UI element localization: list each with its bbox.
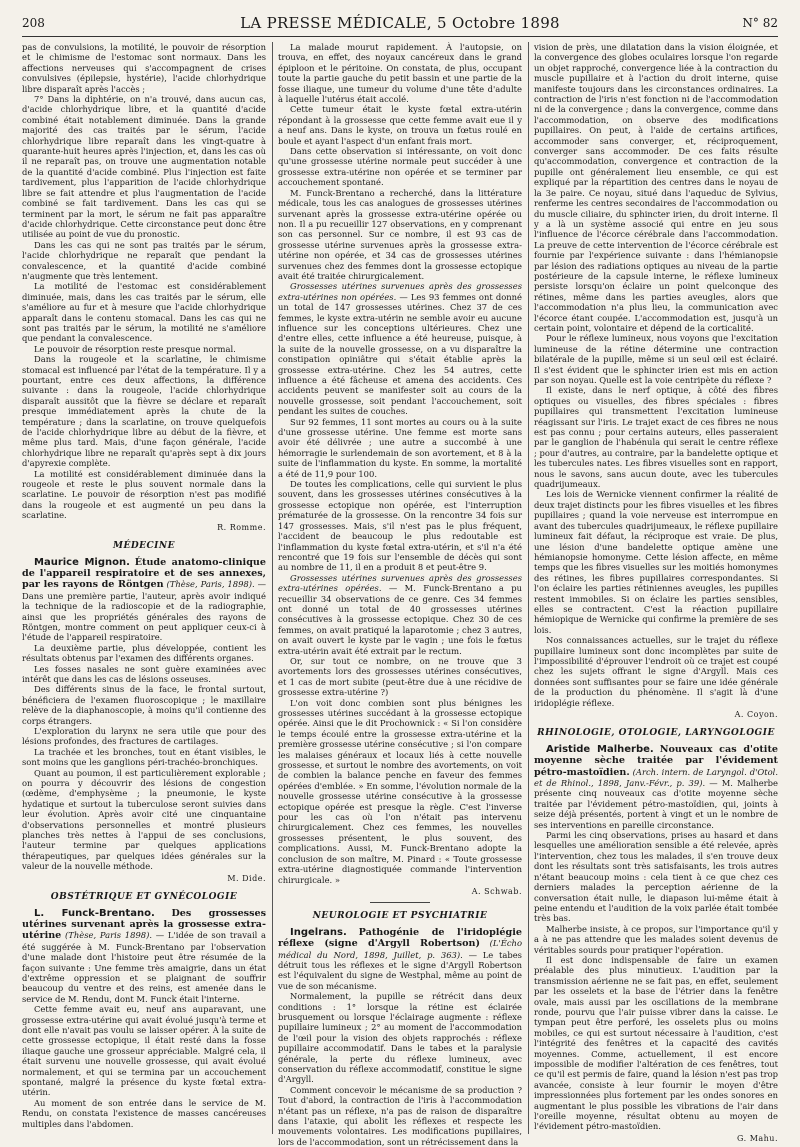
paragraph: Il est donc indispensable de faire un examen préalable des plus minutieux. L'audition par la transmission aérienne ne se fait pas, en effet, seulement par les osselets et la base de l'étrier dans la fenêtre ovale, mais aussi par les oscillations de la membrane ronde, pourvu que l'air puisse vibrer dans la caisse. Le tympan peut être perforé, les osselets plus ou moins mobiles, ce qui est surtout nécessaire à l'audition, c'est l'intégrité des fenêtres et la capacité des cavités moyennes. Comme, actuellement, il est encore impossible de modifier l'altération de ces fenêtres, tout ce qu'il est permis de faire, quand la lésion n'est pas trop avancée, consiste à leur fournir le moyen d'être impressionnées plus fortement par les ondes sonores en augmentant le plus possible les vibrations de l'air dans l'oreille moyenne, résultat obtenu au moyen de l'évidement pétro-mastoïdien.: [534, 954, 778, 1132]
paragraph: L'on voit donc combien sont plus bénignes les grossesses utérines succédant à la grossesse ectopique opérée. Ainsi que le dit Prochownick : « Si l'on considère le temps écoulé entre la grossesse extra-utérine et la première grossesse utérine consécutive ; si l'on compare les malaises généraux et locaux liés à cette nouvelle grossesse, et surtout le nombre des avortements, on voit de combien la balance penche en faveur des femmes opérées d'emblée. » En somme, l'évolution normale de la nouvelle grossesse utérine consécutive à la grossesse ectopique opérée est presque la règle. C'est l'inverse pour les cas où l'on n'était pas intervenu chirurgicalement. Chez ces femmes, les nouvelles grossesses présentent, le plus souvent, des complications. Aussi, M. Funck-Brentano adopte la conclusion de son maître, M. Pinard : « Toute grossesse extra-utérine diagnostiquée commande l'intervention chirurgicale. »: [278, 697, 522, 885]
article-text: — Le tabes détruit tous les réflexes et le signe d'Argyll Robertson est l'équivalent du signe de Westphal, même au point de vue de son mécanisme.: [278, 949, 522, 991]
paragraph: 7° Dans la diphtérie, on n'a trouvé, dans aucun cas, d'acide chlorhydrique libre, et la quantité d'acide combiné était notablement diminuée. Dans la grande majorité des cas traités par le sérum, l'acide chlorhydrique libre reparaît dans les vingt-quatre à quarante-huit heures après l'injection, et, dans les cas où il ne reparaît pas, on trouve une augmentation notable de la quantité d'acide combiné. Plus l'injection est faite tardivement, plus l'apparition de l'acide chlorhydrique libre se fait attendre et plus l'augmentation de l'acide combiné se fait tardivement. Dans les cas qui se terminent par la mort, le sérum ne fait pas apparaître d'acide chlorhydrique. Cette circonstance peut donc être utilisée au point de vue du pronostic.: [22, 94, 266, 240]
paragraph: Au moment de son entrée dans le service de M. Rendu, on constata l'existence de masses cancéreuses multiples dans l'abdomen.: [22, 1097, 266, 1129]
author-signature: A. Schwab.: [471, 886, 522, 896]
paragraph: pas de convulsions, la motilité, le pouvoir de résorption et le chimisme de l'estomac sont normaux. Dans les affections nerveuses qui s'accompagnent de crises convulsives (épilepsie, hystérie), l'acide chlorhydrique libre disparaît après l'accès ;: [22, 42, 266, 94]
article-author: Ingelrans.: [290, 926, 347, 938]
author-signature: R. Romme.: [217, 522, 266, 532]
paragraph: Les lois de Wernicke viennent confirmer la réalité de deux trajet distincts pour les fibres visuelles et les fibres pupillaires ; quand la voie nerveuse est interrompue en avant des tubercules quadrijumeaux, le réflexe pupillaire lumineux fait défaut, la réciproque est vraie. De plus, une lésion d'une bandelette optique amène une hémianopsie homonyme. Cette lésion affecte, en même temps que les fibres visuelles sur les moitiés homonymes des rétines, les fibres pupillaires correspondantes. Si l'on éclaire les parties rétiniennes aveugles, les pupilles restent immobiles. Si on éclaire les parties sensibles, elles se contractent. C'est la réaction pupillaire hémiopique de Wernicke qui confirme la première de ses lois.: [534, 489, 778, 635]
paragraph: Les fosses nasales ne sont guère examinées avec intérêt que dans les cas de lésions osseuses.: [22, 663, 266, 684]
paragraph: La motilité est considérablement diminuée dans la rougeole et reste le plus souvent normale dans la scarlatine. Le pouvoir de résorption n'est pas modifié dans la rougeole et est augmenté un peu dans la scarlatine.: [22, 468, 266, 521]
article-title: Étude anatomo-clinique de l'appareil respiratoire et de ses annexes, par les rayons de Röntgen: [22, 556, 266, 591]
author-signature: A. Coyon.: [734, 710, 778, 719]
subsection-title: Grossesses utérines survenues après des grossesses extra-utérines non opérées.: [278, 281, 522, 302]
subsection-paragraph: [278, 281, 522, 416]
paragraph: Parmi les cinq observations, prises au hasard et dans lesquelles une amélioration sensible a été relevée, après l'intervention, chez tous les malades, il s'en trouve deux dont les résultats sont très satisfaisants, les trois autres n'étant beaucoup moins : cela tient à ce que chez ces derniers malades la perception aérienne de la conversation était nulle, le diapason lui-même était à peine entendu et l'audition de la voix parlée était tombée très bas.: [534, 830, 778, 924]
article-text: — L'idée de son travail a été suggérée à M. Funck-Brentano par l'observation d'une malade dont l'histoire peut être résumée de la façon suivante : Une femme très amaigrie, dans un état d'extrême oppression et se plaignant de souffrir beaucoup du ventre et des reins, est amenée dans le service de M. Rendu, dont M. Funck était l'interne.: [22, 930, 266, 1004]
paragraph: La trachée et les bronches, tout en étant visibles, le sont moins que les ganglions péri-trachéo-bronchiques.: [22, 746, 266, 768]
article-reference: (Arch. intern. de Laryngol. d'Otol. et de Rhinol., 1898, Janv.-Févr., p. 39).: [534, 766, 778, 789]
author-signature: G. Mahu.: [737, 1133, 778, 1143]
paragraph: Dans cette observation si intéressante, on voit donc qu'une grossesse utérine normale peut succéder à une grossesse extra-utérine non opérée et se terminer par accouchement spontané.: [278, 146, 522, 188]
page-body: [22, 42, 779, 1147]
column-rule: [272, 42, 273, 1134]
paragraph: Quant au poumon, il est particulièrement explorable ; on pourra y découvrir des lésions de congestion (œdème, d'emphysème ; la pneumonie, le kyste hydatique et surtout la tuberculose seront suivies dans leur évolution. Après avoir cité une cinquantaine d'observations personnelles et montré plusieurs planches très nettes à l'appui de ses conclusions, l'auteur termine par quelques applications thérapeutiques, par quelques idées générales sur la valeur de la nouvelle méthode.: [22, 767, 266, 872]
paragraph: Il existe, dans le nerf optique, à côté des fibres optiques ou visuelles, des fibres spéciales : fibres pupillaires qui transmettent l'excitation lumineuse réagissant sur l'iris. Le trajet exact de ces fibres ne nous est pas connu ; pour certains auteurs, elles passeraient par le ganglion de l'habénula qui serait le centre réflexe ; pour d'autres, au contraire, par la bandelette optique et les tubercules nates. Les fibres visuelles sont en rapport, nous le savons, sans aucun doute, avec les tubercules quadrijumeaux.: [534, 385, 778, 490]
paragraph: Comment concevoir le mécanisme de sa production ? Tout d'abord, la contraction de l'iris à l'accommodation n'étant pas un réflexe, n'a pas de raison de disparaître dans l'ataxie, qui abolit les réflexes et respecte les mouvements volontaires. Les modifications pupillaires, lors de l'accommodation, sont un rétrécissement dans la: [278, 1084, 522, 1147]
subsection-text: — Les 93 femmes ont donné un total de 147 grossesses utérines. Chez 37 de ces femmes, le kyste extra-utérin ne semble avoir eu aucune influence sur les conceptions ultérieures. Chez une d'entre elles, cette influence a été heureuse, puisque, à la suite de la nouvelle grossesse, on a vu disparaître la constipation opiniâtre qui s'était établie après la grossesse extra-utérine. Chez les 54 autres, cette influence a été fâcheuse et amena des accidents. Ces accidents peuvent se manifester soit au cours de la nouvelle grossesse, soit pendant l'accouchement, soit pendant les suites de couches.: [278, 291, 522, 417]
paragraph: Malherbe insiste, à ce propos, sur l'importance qu'il y a à ne pas attendre que les malades soient devenus de véritables sourds pour pratiquer l'opération.: [534, 923, 778, 955]
article-author: Maurice Mignon.: [34, 556, 130, 568]
article-heading: [278, 927, 522, 991]
article-separator: [370, 902, 430, 903]
section-heading: MÉDECINE: [113, 541, 175, 552]
article-title: Pathogénie de l'iridoplégie réflexe (signe d'Argyll Robertson): [278, 926, 522, 950]
paragraph: vision de près, une dilatation dans la vision éloignée, et la convergence des globes oculaires lorsque l'on regarde un objet rapproché, convergence liée à la contraction du muscle pupillaire et à l'action du droit interne, quise manifeste toujours dans les circonstances ordinaires. La contraction de l'iris n'est fonction ni de l'accommodation ni de la convergence ; dans la convergence, comme dans l'accommodation, on observe des modifications pupillaires. On peut, à l'aide de certains artifices, accommoder sans converger, et, réciproquement, converger sans accommoder. De ces faits résulte qu'accommodation, convergence et contraction de la pupille ont généralement lieu ensemble, ce qui est expliqué par la répartition des centres dans le noyau de la 3e paire. Ce noyau, situé dans l'aqueduc de Sylvius, renferme les centres secondaires de l'accommodation ou du muscle ciliaire, du sphincter irien, du droit interne. Il y a là un système associé qui entre en jeu sous l'influence de l'écorce cérébrale dans l'accommodation. La preuve de cette intervention de l'écorce cérébrale est fournie par l'expérience suivante : dans l'hémianopsie par lésion des radiations optiques au niveau de la partie postérieure de la capsule interne, le réflexe lumineux persiste lorsqu'on éclaire un point quelconque des rétines, même dans les parties aveugles, alors que l'accommodation n'a plus lieu, la communication avec l'écorce étant coupée. L'accommodation est, jusqu'à un certain point, volontaire et dépend de la corticalité.: [534, 42, 778, 333]
paragraph: Cette femme avait eu, neuf ans auparavant, une grossesse extra-utérine qui avait évolué jusqu'à terme et dont elle n'avait pas voulu se laisser opérer. À la suite de cette grossesse ectopique, il était resté dans la fosse iliaque gauche une grosseur appréciable. Malgré cela, il était survenu une nouvelle grossesse, qui avait évolué normalement, et qui se termina par un accouchement spontané, malgré la présence du kyste fœtal extra-utérin.: [22, 1004, 266, 1098]
subsection-title: Grossesses utérines survenues après des grossesses extra-utérines opérées.: [278, 572, 522, 594]
article-text: — M. Malherbe présente cinq nouveaux cas d'otite moyenne sèche traitée par l'évidement pétro-mastoïdien, qui, joints à seize déjà présentés, portent à vingt et un le nombre de ses interventions en pareille circonstance.: [534, 778, 779, 830]
article-reference: (Thèse, Paris, 1898).: [166, 579, 255, 590]
article-title: Nouveaux cas d'otite moyenne sèche traitée par l'évidement pétro-mastoïdien.: [534, 743, 778, 778]
page-header: [22, 6, 778, 36]
issue-number: N° 82: [742, 16, 778, 30]
article-title: Des grossesses utérines survenant après la grossesse extra-utérine: [22, 907, 266, 942]
article-reference: (Thèse, Paris 1898).: [65, 930, 153, 941]
paragraph: Normalement, la pupille se rétrécit dans deux conditions : 1° lorsque la rétine est éclairée brusquement ou lorsque l'éclairage augmente : réflexe pupillaire lumineux ; 2° au moment de l'accommodation de l'œil pour la vision des objets rapprochés : réflexe pupillaire accommodatif. Dans le tabes et la paralysie générale, la perte du réflexe lumineux, avec conservation du réflexe accommodatif, constitue le signe d'Argyll.: [278, 991, 522, 1085]
paragraph: Dans les cas qui ne sont pas traités par le sérum, l'acide chlorhydrique ne reparaît que pendant la convalescence, et la quantité d'acide combiné n'augmente que très lentement.: [22, 239, 266, 281]
subsection-text: — M. Funck-Brentano a pu recueillir 34 observations de ce genre. Ces 34 femmes ont donné un total de 40 grossesses utérines consécutives à la grossesse ectopique. Chez 30 de ces femmes, on avait pratiqué la laparotomie ; chez 3 autres, on avait ouvert le kyste par le vagin ; une fois le fœtus extra-utérin avait été extrait par le rectum.: [278, 583, 522, 656]
article-reference: (L'Écho médical du Nord, 1898, Juillet, p. 363).: [278, 938, 522, 960]
paragraph: Cette tumeur était le kyste fœtal extra-utérin répondant à la grossesse que cette femme avait eue il y a neuf ans. Dans le kyste, on trouva un fœtus roulé en boule et ayant l'aspect d'un enfant frais mort.: [278, 104, 522, 146]
column-rule: [528, 42, 529, 1134]
paragraph: Des différents sinus de la face, le frontal surtout, bénéficiera de l'examen fluoroscopique ; le maxillaire relève de la diaphanoscopie, à moins qu'il contienne des corps étrangers.: [22, 684, 266, 726]
paragraph: Dans la rougeole et la scarlatine, le chimisme stomacal est influencé par l'état de la température. Il y a pourtant, entre ces deux affections, la différence suivante : dans la rougeole, l'acide chlorhydrique disparaît aussitôt que la fièvre se déclare et reparaît presque immédiatement après la chute de la température ; dans la scarlatine, on trouve quelquefois de l'acide chlorhydrique libre au début de la fièvre, et même plus tard. Mais, d'une façon générale, l'acide chlorhydrique libre ne reparaît qu'après sept à dix jours d'apyrexie complète.: [22, 354, 266, 469]
paragraph: Nos connaissances actuelles, sur le trajet du réflexe pupillaire lumineux sont donc incomplètes par suite de l'impossibilité d'éprouver l'endroit où ce trajet est coupé chez les sujets offrant le signe d'Argyll. Mais ces données sont suffisantes pour se faire une idée générale de la production du phénomène. Il s'agit là d'une iridoplégie réflexe.: [534, 635, 778, 708]
paragraph: M. Funck-Brentano a recherché, dans la littérature médicale, tous les cas analogues de grossesses utérines survenant après la grossesse extra-utérine opérée ou non. Il a pu recueillir 127 observations, en y comprenant son cas personnel. Sur ce nombre, il est 93 cas de grossesse utérine survenues après la grossesse extra-utérine non opérée, et 34 cas de grossesses utérines survenues chez des femmes dont la grossesse ectopique avait été traitée chirurgicalement.: [278, 187, 522, 281]
paragraph: L'exploration du larynx ne sera utile que pour des lésions profondes, des fractures de cartilages.: [22, 726, 266, 747]
article-heading: [22, 557, 266, 643]
header-rule: [22, 36, 778, 37]
section-heading: OBSTÉTRIQUE ET GYNÉCOLOGIE: [50, 892, 238, 903]
column-left: [22, 42, 266, 1134]
paragraph: La motilité de l'estomac est considérablement diminuée, mais, dans les cas traités par le sérum, elle s'améliore au fur et à mesure que l'acide chlorhydrique apparaît dans le contenu stomacal. Dans les cas qui ne sont pas traités par le sérum, la motilité ne s'améliore que pendant la convalescence.: [22, 281, 266, 344]
column-right: [534, 42, 779, 1143]
paragraph: La deuxième partie, plus développée, contient les résultats obtenus par l'examen des différents organes.: [22, 642, 266, 664]
page-number: 208: [22, 16, 45, 30]
column-middle: [278, 42, 522, 1147]
journal-title: LA PRESSE MÉDICALE, 5 Octobre 1898: [240, 14, 560, 32]
paragraph: La malade mourut rapidement. À l'autopsie, on trouva, en effet, des noyaux cancéreux dans le grand épiploon et le péritoine. On constata, de plus, occupant toute la partie gauche du petit bassin et une partie de la fosse iliaque, une tumeur du volume d'une tête d'adulte à laquelle l'utérus était accolé.: [278, 42, 522, 105]
section-heading: RHINOLOGIE, OTOLOGIE, LARYNGOLOGIE: [537, 728, 775, 739]
subsection-paragraph: [278, 573, 522, 656]
article-author: Aristide Malherbe.: [546, 743, 654, 755]
article-heading: [534, 744, 778, 830]
paragraph: Or, sur tout ce nombre, on ne trouve que 3 avortements lors des grossesses utérines consécutives, et 1 cas de mort subite (peut-être due à une récidive de grossesse extra-utérine ?): [278, 655, 522, 698]
paragraph: De toutes les complications, celle qui survient le plus souvent, dans les grossesses utérines consécutives à la grossesse ectopique non opérée, est l'interruption prématurée de la grossesse. On la rencontre 34 fois sur 147 grossesses. Mais, s'il n'est pas le plus fréquent, l'accident de beaucoup le plus redoutable est l'inflammation du kyste fœtal extra-utérin, et s'il n'a été rencontré que 19 fois sur l'ensemble de décès qui sont au nombre de 11, il en a produit 8 et peut-être 9.: [278, 479, 522, 573]
article-text: — Dans une première partie, l'auteur, après avoir indiqué la technique de la radioscopie et de la radiographie, ainsi que les propriétés générales des rayons de Röntgen, montre comment on peut appliquer ceux-ci à l'étude de l'appareil respiratoire.: [22, 579, 266, 643]
article-author: L. Funck-Brentano.: [34, 907, 155, 919]
author-signature: M. Dide.: [227, 873, 266, 883]
paragraph: Sur 92 femmes, 11 sont mortes au cours ou à la suite d'une grossesse utérine. Une femme est morte sans avoir été délivrée ; une autre a succombé à une hémorragie le surlendemain de son avortement, et 8 à la suite de l'inflammation du kyste. En somme, la mortalité a été de 11,9 pour 100.: [278, 416, 522, 479]
paragraph: Pour le réflexe lumineux, nous voyons que l'excitation lumineuse de la rétine détermine une contraction bilatérale de la pupille, même si un seul œil est éclairé. Il s'est évident que le sphincter irien est mis en action par son noyau. Quelle est la voie centripète du réflexe ?: [534, 333, 778, 385]
paragraph: Le pouvoir de résorption reste presque normal.: [34, 343, 236, 354]
article-heading: [22, 908, 266, 1005]
section-heading: NEUROLOGIE ET PSYCHIATRIE: [312, 911, 488, 922]
